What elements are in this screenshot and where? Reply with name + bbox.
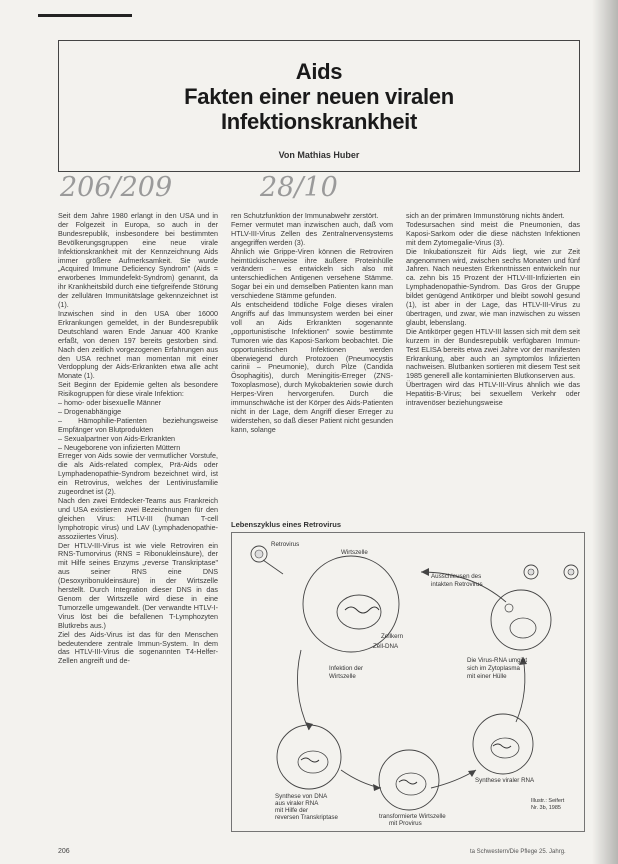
label-infektion-1: Infektion der [329, 665, 364, 672]
figure-caption: Lebenszyklus eines Retrovirus [231, 520, 342, 529]
label-synthese-dna-4: reversen Transkriptase [275, 814, 338, 821]
handwritten-note-left: 206/209 [60, 172, 173, 203]
column-3-text: sich an der primären Immunstörung nichts ändert. Todesursachen sind meist die Pneumonien, das Kaposi-Sarkom oder die diese nächsten Infektionen mit dem Zytomegalie-Virus (3). Die Inkubationszeit für Aids liegt, wie zur Zeit angenommen wird, zwischen sechs Monaten und fünf Jahren. Nach neuesten Erkenntnissen entwickeln nur ca. zehn bis 15 Prozent der HTLV-III-Infizierten ein Lymphadenopathie-Syndrom. Das Gros der Gruppe bildet genügend Antikörper und bleibt sowohl gesund (1), ist aber in der Lage, das HTLV-III-Virus zu übertragen, und zwar, wie man inzwischen zu wissen glaubt, lebenslang. Die Antikörper gegen HTLV-III lassen sich mit dem seit kurzem in der Bundesrepublik verfügbaren Immun-Test ELISA bereits etwa zwei Jahre vor der manifesten Erkrankung, aber auch an symptomlos Infizierten nachweisen. Blutbanken sortieren mit diesem Test seit 1985 generell alle kontaminierten Blutkonserven aus. Übertragen wird das HTLV-III-Virus ähnlich wie das Hepatitis-B-Virus; bei sexuellem Verkehr oder intravenöser beziehungsweise [406, 212, 580, 408]
label-synthese-dna-2: aus viraler RNA [275, 800, 319, 807]
label-ausschleusen-1: Ausschleusen des [431, 573, 482, 580]
handwritten-note-right: 28/10 [260, 172, 338, 203]
arrow-head [421, 568, 429, 576]
column-1-text: Seit dem Jahre 1980 erlangt in den USA und in der Folgezeit in Europa, so auch in der Bundesrepublik, insbesondere bei bestimmten Bevölkerungsgruppen eine neue virale Infektionskrankheit mit der Kennzeichnung Aids immer größere Aufmerksamkeit. Sie wurde „Acquired Immune Deficiency Syndrom" (Aids = erworbenes Immundefekt-Syndrom) genannt, da ihr Krankheitsbild durch eine tiefgreifende Störung der zellulären Immunitätslage gekennzeichnet ist (1). Inzwischen sind in den USA über 16000 Erkrankungen gemeldet, in der Bundesrepublik Deutschland waren Ende Januar 400 Kranke erfaßt, von denen 197 bereits gestorben sind. Nach den zeitlich vorgezogenen Erfahrungen aus den USA rechnet man momentan mit einer Verdopplung der Aids-Erkrankten etwa alle acht Monate (1). Seit Beginn der Epidemie gelten als besondere Risikogruppen für diese virale Infektion: – homo- oder bisexuelle Männer – Drogenabhängige – Hämophilie-Patienten beziehungsweise Empfänger von Blutprodukten – Sexualpartner von Aids-Erkrankten – Neugeborene von infizierten Müttern Erreger von Aids sowie der vermutlicher Vorstufe, die als Aids-related complex, Prä-Aids oder Lymphadenopathie-Syndrom bezeichnet wird, ist ein Retrovirus, welches der Lentivirusfamilie zugeordnet ist (2). Nach den zwei Entdecker-Teams aus Frankreich und USA existieren zwei Bezeichnungen für den gleichen Virus: HTLV-III (human T-cell lymphotropic virus) und LAV (Lymphadenopathie-assoziiertes Virus). Der HTLV-III-Virus ist wie viele Retroviren ein RNS-Tumorvirus (RNS = Ribonukleinsäure), der mit Hilfe seines Enzyms „reverse Transkriptase" aus seiner RNS eine DNS (Desoxyribonukleinsäure) in der Wirtszelle herstellt. Durch Integration dieser DNS in das Genom der Wirtszelle wird diese in eine Tumorzelle umgewandelt. (Der verwandte HTLV-I-Virus löst bei die befallenen T-Lymphozyten Blutkrebs aus.) Ziel des Aids-Virus ist das für den Menschen bedeutendere zentrale Immun-System. In dem das HTLV-III-Virus die sogenannten T4-Helfer-Zellen angreift und de- [58, 212, 218, 666]
label-synthese-dna-1: Synthese von DNA [275, 793, 328, 800]
host-cell-envelope [491, 590, 551, 650]
article-column-1 [58, 212, 218, 822]
author-byline: Von Mathias Huber [278, 150, 360, 160]
retrovirus-lifecycle-diagram [231, 532, 585, 832]
arrow-head [305, 722, 313, 730]
label-synthese-dna-3: mit Hilfe der [275, 807, 309, 814]
diagram-frame [232, 533, 585, 832]
label-zell-dna: Zell-DNA [373, 643, 399, 650]
label-virus-rna-1: Die Virus-RNA umgibt [467, 657, 528, 664]
page-number: 206 [58, 848, 70, 855]
label-source-1: Illustr.: Seifert [531, 798, 565, 804]
label-retrovirus: Retrovirus [271, 541, 300, 548]
label-synthese-rna: Synthese viraler RNA [475, 777, 535, 784]
top-rule [38, 14, 132, 17]
cycle-arrows [297, 572, 524, 788]
label-virus-rna-3: mit einer Hülle [467, 673, 507, 680]
label-transformiert-1: transformierte Wirtszelle [379, 813, 446, 820]
article-column-3 [406, 212, 580, 510]
host-cell-transformed [379, 750, 439, 810]
title-box [58, 40, 580, 172]
cell-dna-strand [345, 607, 379, 613]
title-line-3: Infektionskrankheit [220, 109, 418, 134]
label-zellkern: Zellkern [381, 633, 404, 640]
title-line-1: Aids [295, 59, 343, 84]
article-column-2 [231, 212, 393, 510]
label-infektion-2: Wirtszelle [329, 673, 356, 680]
arrow-infection-to-synthesis [297, 650, 309, 730]
host-cell-synthesis [277, 725, 341, 789]
page-edge-shadow [592, 0, 618, 864]
released-retrovirus-particle [524, 565, 578, 579]
label-transformiert-2: mit Provirus [389, 820, 422, 827]
footer-source: ta Schwestern/Die Pflege 25. Jahrg. [470, 849, 566, 855]
host-cell-rna-synthesis [473, 714, 533, 774]
label-source-2: Nr. 3b, 1985 [531, 805, 561, 811]
article-title [59, 59, 579, 134]
retrovirus-particle [251, 546, 283, 574]
label-wirtszelle: Wirtszelle [341, 549, 368, 556]
title-line-2: Fakten einer neuen viralen [184, 84, 454, 109]
column-2-text: ren Schutzfunktion der Immunabwehr zerstört. Ferner vermutet man inzwischen auch, daß vom HTLV-III-Virus Zellen des Zentralnervensystems angegriffen werden (3). Ähnlich wie Grippe-Viren können die Retroviren heimtückischerweise ihre äußere Proteinhülle verändern – es entwickeln sich also mit unterschiedlichen Antigenen versehene Stämme. Sogar bei ein und demselben Patienten kann man verschiedene Stämme gefunden. Als entscheidend tödliche Folge dieses viralen Angriffs auf das Immunsystem werden bei einer voll an Aids Erkrankten sogenannte „opportunistische Infektionen" sowie bestimmte Tumoren wie das Kaposi-Sarkom beobachtet. Die opportunistischen Infektionen werden überwiegend durch Protozoen (Pneumocystis carinii – Pneumonie), durch Pilze (Candida Ösophagitis), durch Meningitis-Erreger (ZNS-Toxoplasmose), durch Mykobakterien sowie durch Herpes-Viren hervorgerufen. Durch die immunschwäche ist der Körper des Aids-Patienten nicht in der Lage, dem Angriff dieser Erreger zu widerstehen, so daß dieser Patient nicht gesunden kann, solange [231, 212, 393, 434]
label-virus-rna-2: sich im Zytoplasma [467, 665, 520, 672]
label-ausschleusen-2: intakten Retrovirus [431, 581, 483, 588]
